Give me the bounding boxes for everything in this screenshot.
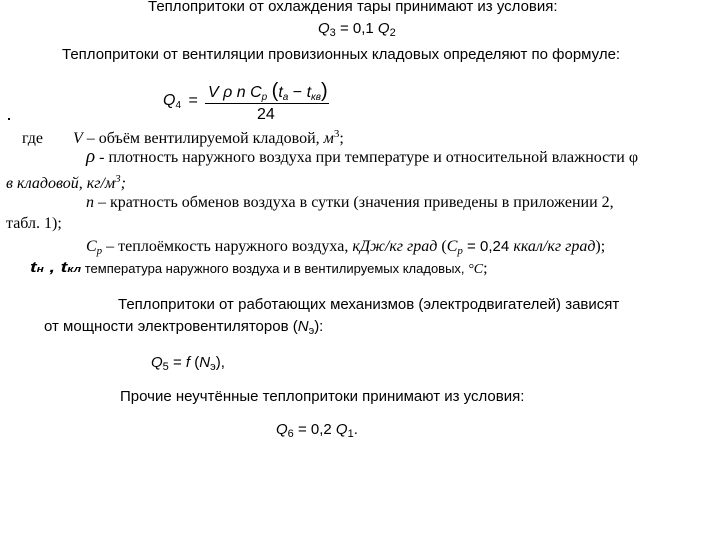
q4-equals: = <box>188 92 198 109</box>
def-cp-paren: ( <box>437 238 447 255</box>
def-exchange-rate <box>86 193 614 212</box>
q3-eq: = 0,1 <box>335 20 378 37</box>
q3-rhs: Q <box>377 20 390 37</box>
def-v-symbol: V <box>73 130 83 147</box>
para-q5-n-sub: э <box>308 325 315 337</box>
dot-mark <box>8 118 10 120</box>
def-cp-symbol2: С <box>446 238 458 255</box>
para-other-heat: Прочие неучтённые теплопритоки принимают из условия: <box>120 388 525 405</box>
heading-ventilation-heat: Теплопритоки от вентиляции провизионных кладовых определяют по формуле: <box>62 46 621 63</box>
para-mechanisms-line2 <box>44 317 323 341</box>
q4-fraction-bar <box>205 103 329 104</box>
def-n-text: – кратность обменов воздуха в сутки (значения приведены в приложении 2, <box>94 194 614 211</box>
def-rho-sup: 3 <box>115 173 121 185</box>
def-exchange-rate-cont: табл. 1); <box>6 215 62 232</box>
q4-lhs-symbol: Q <box>163 92 176 109</box>
q6-end: . <box>353 421 358 438</box>
def-rho-end: ; <box>120 175 126 192</box>
q4-ta: t <box>278 84 283 101</box>
def-rho-text: - плотность наружного воздуха при температуре и относительной влажности φ <box>95 149 639 166</box>
def-rho-symbol: ρ <box>86 146 96 167</box>
q4-tkv: t <box>306 84 312 101</box>
q4-minus: − <box>292 84 303 101</box>
def-where: где <box>22 130 44 147</box>
equation-q5 <box>151 353 225 377</box>
def-density <box>86 147 638 167</box>
def-cp-text: – теплоёмкость наружного воздуха, <box>102 238 353 255</box>
q4-numerator-sub: p <box>261 92 268 103</box>
def-cp-sub: р <box>96 245 103 257</box>
equation-q6 <box>276 420 358 444</box>
q4-lhs-sub: 4 <box>175 100 182 111</box>
def-temperatures <box>30 258 488 279</box>
def-density-cont <box>6 170 126 193</box>
q5-n-sub: э <box>210 361 216 373</box>
q4-tkv-sub: кв <box>311 92 321 103</box>
equation-q3 <box>318 19 396 43</box>
q6-lhs: Q <box>276 421 288 438</box>
def-cp-symbol: С <box>86 238 97 255</box>
q4-paren-close: ) <box>320 80 328 102</box>
q5-lhs-sub: 5 <box>162 361 169 373</box>
para-q5-text: от мощности электровентиляторов ( <box>44 318 298 335</box>
def-t-unit: °С <box>468 262 484 277</box>
def-cp-close: ); <box>595 238 606 255</box>
def-n-symbol: n <box>86 194 94 211</box>
q4-numerator <box>208 80 328 103</box>
q5-open: ( <box>190 354 200 371</box>
q4-denominator: 24 <box>257 106 275 123</box>
def-v-end: ; <box>339 130 344 147</box>
q3-lhs: Q <box>318 20 330 37</box>
para-mechanisms-line1: Теплопритоки от работающих механизмов (электродвигателей) зависят <box>118 296 620 313</box>
q5-eq: = <box>168 354 186 371</box>
para-q5-end: ): <box>314 318 324 335</box>
q5-close: ), <box>215 354 225 371</box>
def-t-end: ; <box>483 260 488 277</box>
def-v-unit: м <box>323 130 334 147</box>
def-t-text: температура наружного воздуха и в вентилируемых кладовых, <box>81 261 469 276</box>
heading-tare-heat: Теплопритоки от охлаждения тары принимают из условия: <box>148 0 558 15</box>
def-cp-unit: кДж/кг град <box>352 238 438 255</box>
q6-eq: = 0,2 <box>293 421 336 438</box>
def-cp-sub2: р <box>457 245 463 257</box>
q5-lhs: Q <box>151 354 163 371</box>
def-v-unit-sup: 3 <box>333 128 340 140</box>
para-q5-n-symbol: N <box>297 318 309 335</box>
def-t2-sub: кл <box>67 263 82 275</box>
q3-lhs-sub: 3 <box>329 27 336 39</box>
def-t2-symbol: t <box>60 259 68 276</box>
q4-ta-sub: a <box>282 92 289 103</box>
def-cp-unit2: ккал/кг град <box>513 238 596 255</box>
def-t1-sub: н <box>36 263 44 275</box>
def-t-symbols <box>30 261 81 277</box>
def-v-text: – объём вентилируемой кладовой, <box>82 130 324 147</box>
q6-rhs: Q <box>335 421 348 438</box>
q3-rhs-sub: 2 <box>389 27 396 39</box>
q4-paren-open: ( <box>271 80 279 102</box>
q6-lhs-sub: 6 <box>287 428 294 440</box>
def-t1-symbol: t <box>30 259 37 276</box>
q4-lhs <box>163 92 198 111</box>
q6-rhs-sub: 1 <box>347 428 354 440</box>
q5-f: f <box>185 354 191 371</box>
def-rho-text2: в кладовой, кг/м <box>6 175 116 192</box>
q4-numerator-text: V ρ n C <box>208 84 262 101</box>
def-t-comma: , <box>43 259 61 276</box>
def-cp-value: = 0,24 <box>462 238 514 255</box>
q5-n-symbol: N <box>199 354 211 371</box>
def-volume <box>22 125 344 148</box>
